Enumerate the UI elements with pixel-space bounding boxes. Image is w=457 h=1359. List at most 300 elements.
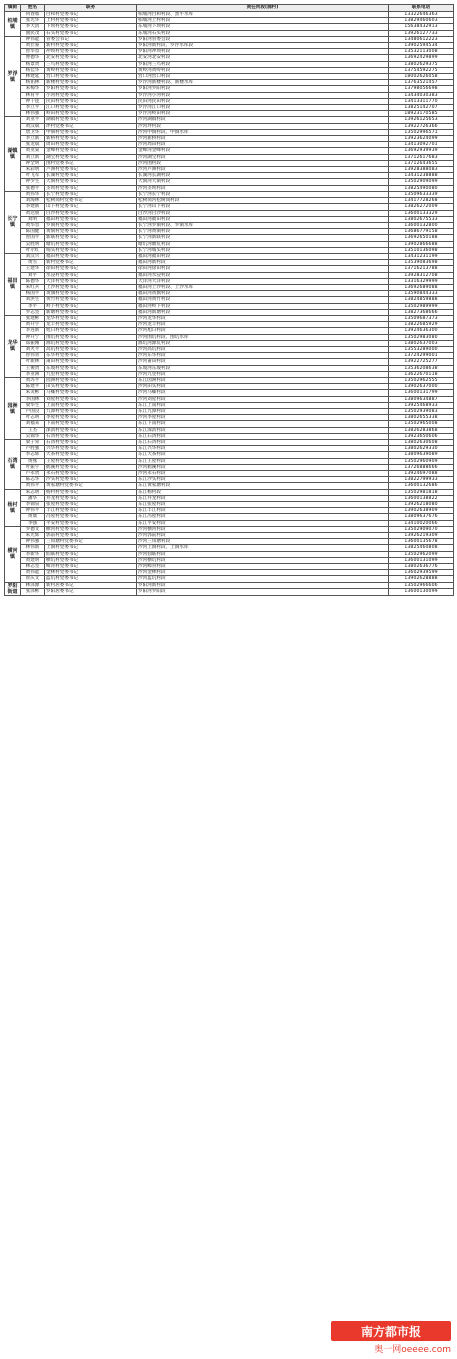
person-name-cell: 黄达朋 [21,210,45,216]
river-section-cell: 罗阳河罗阳段 [137,589,389,596]
phone-cell: 13922726366 [389,123,454,129]
river-section-cell: 沙河金林村段 [137,570,389,576]
river-section-cell: 福田河福田村段 [137,253,389,259]
site-watermark: 奥一网oeeee.com [374,1345,451,1355]
river-section-cell: 徐田河徐田村段 [137,266,389,272]
person-name-cell: 黄伟平 [21,483,45,489]
phone-cell: 13502989999 [389,303,454,309]
phone-cell: 13922725277 [389,359,454,365]
person-name-cell: 钟伟平 [21,508,45,514]
river-section-cell: 东江沙头村段 [137,477,389,483]
position-cell: 金峰村党委书记 [45,148,137,154]
phone-cell: 13502962555 [389,377,454,383]
river-section-cell: 白沙河白沙村段 [137,210,389,216]
river-section-cell: 沙河新桥村段 [137,136,389,142]
position-cell: 芦洲村党委书记 [45,167,137,173]
person-name-cell: 吴胜明 [21,241,45,247]
person-name-cell: 陈建平 [21,384,45,390]
phone-cell: 13502962099 [389,551,454,557]
river-section-cell: 沙河龙华村段 [137,315,389,321]
river-section-cell: 沙河莆田村段 [137,359,389,365]
person-name-cell: 刘火平 [21,346,45,352]
river-section-cell: 东江石湾村段 [137,433,389,439]
phone-cell: 13502939083 [389,409,454,415]
position-cell: 郭前村党委书记 [45,533,137,539]
position-cell: 东坡村党委书记 [45,365,137,371]
phone-cell: 13822799933 [389,477,454,483]
position-cell: 源坑村党委书记 [45,340,137,346]
river-section-cell: 东江黄家塘村段 [137,483,389,489]
position-cell: 张屋村党委书记 [45,502,137,508]
river-section-cell: 沙河鹤溪村段 [137,464,389,470]
position-cell: 水浸村党委书记 [45,272,137,278]
phone-cell: 13924636300 [389,328,454,334]
phone-cell: 13480612223 [389,36,454,42]
position-cell: 湖镇村党委书记 [45,117,137,123]
position-cell: 岭下村党委书记 [45,303,137,309]
phone-cell: 13825490080 [389,185,454,191]
person-name-cell: 王建华 [21,266,45,272]
person-name-cell: 曾华容 [21,49,45,55]
river-section-cell: 东坡河东坡村段 [137,365,389,371]
phone-cell: 13692689088 [389,284,454,290]
river-section-cell: 东江张屋村段 [137,502,389,508]
river-section-cell: 沙河周田村段 [137,142,389,148]
river-section-cell: 塘坑河塘坑村段 [137,241,389,247]
person-name-cell: 王杰 [21,427,45,433]
position-cell: 圣坝村党委书记 [45,185,137,191]
person-name-cell: 刘亚平 [21,117,45,123]
phone-cell: 13600132686 [389,483,454,489]
person-name-cell: 王俊贤 [21,365,45,371]
position-cell: 北安村党委书记 [45,55,137,61]
col-header-phone: 联系电话 [389,5,454,12]
phone-cell: 13826283868 [389,427,454,433]
person-name-cell: 杨景贤 [21,61,45,67]
person-name-cell: 杨佑林 [21,80,45,86]
river-section-cell: 沙河马嘶村段 [137,390,389,396]
phone-cell: 13692650188 [389,235,454,241]
person-name-cell: 卢国良 [21,409,45,415]
position-cell: 罗阳村党委书记 [45,86,137,92]
position-cell: 围坑村党委书记 [45,334,137,340]
phone-cell: 13824859888 [389,297,454,303]
phone-cell: 13802629375 [389,61,454,67]
person-name-cell: 叶尔红 [21,247,45,253]
col-header-river-section: 责任河段(涌村) [137,5,389,12]
position-cell: 围村党委书记 [45,160,137,166]
river-section-cell: 罗阳河罗阳村段 [137,86,389,92]
position-cell: 冲坝村党委书记 [45,49,137,55]
person-name-cell: 郑振刚 [21,340,45,346]
person-name-cell: 张光华 [21,18,45,24]
person-name-cell: 曲民茂 [21,30,45,36]
river-section-cell: 东江井龙村段 [137,495,389,501]
phone-cell: 13502965008 [389,421,454,427]
phone-cell: 13802636776 [389,564,454,570]
person-name-cell: 叶飞军 [21,173,45,179]
person-name-cell: 张建彬 [21,315,45,321]
river-section-cell: 罗阳河冲坝村段 [137,49,389,55]
river-section-cell: 沙河郭前村段 [137,533,389,539]
newspaper-logo: 南方都市报 [331,1321,451,1341]
phone-cell: 13822685929 [389,322,454,328]
river-section-cell: 东江深沥村段 [137,427,389,433]
phone-cell: 13829460603 [389,18,454,24]
person-name-cell: 李国林 [21,396,45,402]
phone-cell: 13590844333 [389,291,454,297]
person-name-cell: 吴锦华 [21,433,45,439]
person-name-cell: 杨国平 [21,291,45,297]
phone-cell: 13809637676 [389,514,454,520]
phone-cell: 13923624099 [389,136,454,142]
river-section-cell: 民田河民田村段 [137,98,389,104]
phone-cell: 13410020066 [389,520,454,526]
position-cell: 塘坑村党委书记 [45,241,137,247]
phone-cell: 13712617683 [389,154,454,160]
person-name-cell: 黄建明 [21,557,45,563]
phone-cell: 13434030383 [389,92,454,98]
phone-cell: 18002626058 [389,74,454,80]
phone-cell: 13502983080 [389,334,454,340]
phone-cell: 13602939599 [389,570,454,576]
position-cell: 民田村党委书记 [45,98,137,104]
person-name-cell: 黄仕豪 [21,43,45,49]
phone-cell: 18923170585 [389,111,454,117]
person-name-cell: 张泽彬 [21,589,45,596]
position-cell: 石湾村党委书记 [45,433,137,439]
person-name-cell: 朱彩明 [21,167,45,173]
river-section-cell: 东江冯屋村段 [137,514,389,520]
col-header-town: 镇街 [5,5,21,12]
phone-cell: 13924697088 [389,471,454,477]
position-cell: 黄岭村党委书记 [45,67,137,73]
phone-cell: 13902637000 [389,384,454,390]
position-cell: 大洞村党委书记 [45,179,137,185]
river-section-cell: 沙河仙联村段 [137,551,389,557]
phone-cell: 13802629330 [389,446,454,452]
river-section-cell: 长宁河长宁村段 [137,191,389,197]
town-cell: 杨村镇 [5,489,21,526]
person-name-cell: 陈国健 [21,229,45,235]
position-cell: 李屋村党委书记 [45,415,137,421]
phone-cell: 13826272009 [389,204,454,210]
person-name-cell: 朱志明 [21,489,45,495]
river-section-cell: 沙河湖镇村段 [137,117,389,123]
position-cell: 石头村党委书记 [45,30,137,36]
person-name-cell: 黄亚棠 [21,148,45,154]
phone-cell: 13600132800 [389,222,454,228]
person-name-cell: 黄康 [21,514,45,520]
position-cell: 高坑村党委书记 [45,346,137,352]
town-cell: 横河镇 [5,526,21,582]
person-name-cell: 刘洪生 [21,297,45,303]
river-section-cell: 长湖河长湖村段 [137,173,389,179]
phone-cell: 13809639089 [389,452,454,458]
person-name-cell: 钟少生 [21,179,45,185]
person-name-cell: 李亚洲 [21,371,45,377]
position-cell: 下坝村党委书记 [45,24,137,30]
phone-cell: 13902594534 [389,43,454,49]
phone-cell: 13925468933 [389,402,454,408]
river-section-cell: 福田河岭下村段 [137,303,389,309]
person-name-cell: 何春加 [21,12,45,18]
phone-cell: 13600138822 [389,495,454,501]
person-name-cell: 林伟强 [21,111,45,117]
phone-cell: 13539083698 [389,260,454,266]
position-cell: 龙华村党委书记 [45,315,137,321]
position-cell: 园洲村党委书记 [45,377,137,383]
position-cell: 平安村党委书记 [45,520,137,526]
river-section-cell: 长宁河埔头村段 [137,247,389,253]
position-cell: 杨村村党委书记 [45,489,137,495]
person-name-cell: 刘福来 [21,421,45,427]
river-section-cell: 东江平安村段 [137,520,389,526]
position-cell: 蓝坑村党委书记 [45,576,137,582]
river-section-cell: 沙河高坑村段 [137,346,389,352]
phone-cell: 13509687373 [389,315,454,321]
river-section-cell: 长宁河罗洞村段、罗洞水库 [137,222,389,228]
river-section-cell: 东江石湾村段 [137,440,389,446]
position-cell: 上南村党委书记 [45,402,137,408]
phone-cell: 13763521457 [389,80,454,86]
river-section-cell: 沙河龙丰村段 [137,322,389,328]
phone-cell: 13802655338 [389,415,454,421]
town-cell: 罗阳街道 [5,582,21,595]
phone-cell: 13413311770 [389,98,454,104]
person-name-cell: 李锦泉 [21,502,45,508]
phone-cell: 13802630608 [389,440,454,446]
position-cell: 冯屋村党委书记 [45,514,137,520]
position-cell: 仙联村党委书记 [45,551,137,557]
river-section-cell: 罗阳河三鸟村段 [137,61,389,67]
river-section-cell: 东江九潭村段 [137,409,389,415]
person-name-cell: 唐卫华 [21,129,45,135]
phone-cell: 13825142707 [389,105,454,111]
col-header-name: 姓名 [21,5,45,12]
river-section-cell: 沙河芦洲村段 [137,167,389,173]
town-cell: 石湾镇 [5,440,21,490]
river-section-cell: 沙河横坑村段 [137,557,389,563]
person-name-cell: 钟伟能 [21,36,45,42]
river-section-cell: 源坑河源坑村段 [137,340,389,346]
header-row [5,5,454,12]
position-cell: 刘屋村党委书记 [45,396,137,402]
river-section-cell: 营口河营口村段 [137,74,389,80]
river-section-cell: 福田河水浸村段 [137,272,389,278]
person-name-cell: 钟开宁 [21,334,45,340]
person-name-cell: 黄雪 [21,260,45,266]
river-section-cell: 沙河旭日村段 [137,328,389,334]
river-section-cell: 黄岭河黄岭村段 [137,67,389,73]
position-cell: 大洋村党委书记 [45,278,137,284]
person-name-cell: 曹德华 [21,55,45,61]
position-cell: 大茶村党委书记 [45,452,137,458]
river-section-cell: 东埔河下坝村段 [137,24,389,30]
person-name-cell: 刘立新 [21,154,45,160]
phone-cell: 13600135678 [389,539,454,545]
position-cell: 白沙村党委书记 [45,210,137,216]
table-body [5,12,454,596]
position-cell: 黄旗村党委书记 [45,291,137,297]
river-section-cell: 福田河福田村段 [137,216,389,222]
person-name-cell: 李连新 [21,328,45,334]
river-section-cell: 东江兴华村段 [137,446,389,452]
position-cell: 新村党委书记 [45,260,137,266]
phone-cell: 13802637003 [389,340,454,346]
phone-cell: 13923650606 [389,433,454,439]
position-cell: 长湖村党委书记 [45,173,137,179]
river-section-cell: 金峰河金峰村段 [137,148,389,154]
person-name-cell: 黄伟华 [21,191,45,197]
phone-cell: 13754592275 [389,67,454,73]
river-section-cell: 沙河李屋村段 [137,415,389,421]
position-cell: 沙头村党委书记 [45,477,137,483]
position-cell: 石湾村党委书记 [45,440,137,446]
position-cell: 新联村党委书记 [45,235,137,241]
person-name-cell: 陈德华 [21,278,45,284]
river-section-cell: 东江园洲村段 [137,377,389,383]
person-name-cell: 李强 [21,520,45,526]
person-name-cell: 李平 [21,303,45,309]
person-name-cell: 叶振宇 [21,464,45,470]
person-name-cell: 李建新 [21,204,45,210]
person-name-cell: 曾庆文 [21,576,45,582]
river-section-cell: 罗阳河新村段 [137,582,389,589]
town-cell: 园洲镇 [5,377,21,439]
river-section-cell: 松树岗河松树岗村段 [137,198,389,204]
position-cell: 九里村党委书记 [45,371,137,377]
phone-cell: 13926219309 [389,533,454,539]
person-name-cell: 朱炎彬 [21,390,45,396]
position-cell: 松树岗村党委书记 [45,198,137,204]
town-cell: 罗浮镇 [5,36,21,117]
person-name-cell: 黄华容 [21,222,45,228]
river-section-cell: 福田河上沙村段、上沙水库 [137,284,389,290]
phone-cell: 13431238888 [389,173,454,179]
phone-cell: 13532113008 [389,49,454,55]
river-section-cell: 沙河九里村段 [137,371,389,377]
position-cell: 营口村党委书记 [45,74,137,80]
table-row [5,589,454,596]
person-name-cell: 梁子荣 [21,440,45,446]
river-section-cell: 沙河坪村段 [137,123,389,129]
phone-cell: 13802675533 [389,216,454,222]
position-cell: 埔头村党委书记 [45,247,137,253]
person-name-cell: 刘平 [21,272,45,278]
person-name-cell: 李志辉 [21,452,45,458]
phone-cell: 13600130099 [389,589,454,596]
person-name-cell: 梁华生 [21,402,45,408]
position-cell: 鹤溪村党委书记 [45,464,137,470]
person-name-cell: 刘汉兴 [21,253,45,259]
position-cell: 九潭村党委书记 [45,409,137,415]
phone-cell: 13600131099 [389,557,454,563]
person-name-cell: 林育平 [21,92,45,98]
position-cell: 黄家塘村党委书记 [45,483,137,489]
position-cell: 横坑村党委书记 [45,557,137,563]
phone-cell: 13322646363 [389,12,454,18]
position-cell: 新村村党委书记 [45,43,137,49]
person-name-cell: 卢永贤 [21,471,45,477]
position-cell: 下南村党委书记 [45,421,137,427]
position-cell: 岭田村党委书记 [45,111,137,117]
river-section-cell: 沙河田头村段 [137,384,389,390]
person-name-cell: 罗德文 [21,526,45,532]
person-name-cell: 黄苏平 [21,377,45,383]
person-name-cell: 曾伟青 [21,353,45,359]
position-cell: 管委会书记 [45,36,137,42]
river-section-cell: 沙河永石村段 [137,471,389,477]
person-name-cell: 曾国平 [21,235,45,241]
position-cell: 新楼村党委书记 [45,80,137,86]
person-name-cell: 李新华 [21,551,45,557]
person-name-cell: 潘华 [21,495,45,501]
person-name-cell: 林志坚 [21,564,45,570]
position-cell: 罗洞村党委书记 [45,222,137,228]
phone-cell: 13502981818 [389,489,454,495]
river-section-cell: 沙河三角塘村段 [137,539,389,545]
phone-cell: 13928312708 [389,272,454,278]
phone-cell: 13716213788 [389,266,454,272]
river-section-cell: 东江上南村段 [137,402,389,408]
phone-cell: 13510136098 [389,247,454,253]
river-section-cell: 东江丰江村段 [137,508,389,514]
position-cell: 黄洞村党委书记 [45,229,137,235]
phone-cell: 13502909099 [389,179,454,185]
phone-cell: 13825460808 [389,545,454,551]
phone-cell: 13926127733 [389,30,454,36]
phone-cell: 13502966606 [389,582,454,589]
person-name-cell: 卢胜强 [21,446,45,452]
person-name-cell: 林泽源 [21,582,45,589]
phone-cell: 13798056698 [389,86,454,92]
phone-cell: 13431231199 [389,253,454,259]
river-section-cell: 福田河黄旗村段 [137,291,389,297]
person-name-cell: 李大清 [21,24,45,30]
river-section-cell: 沙河嶂背村段 [137,564,389,570]
position-cell: 白和村党委书记 [45,12,137,18]
river-section-cell: 东江杨村段 [137,489,389,495]
phone-cell: 13600131799 [389,390,454,396]
phone-cell: 13686779158 [389,229,454,235]
phone-cell: 13600133329 [389,210,454,216]
person-name-cell: 黄伟能 [21,570,45,576]
position-cell: 金林村党委书记 [45,570,137,576]
town-cell: 龙华镇 [5,315,21,377]
position-cell: 深沥村党委书记 [45,427,137,433]
river-section-cell: 长宁河黄洞村段 [137,229,389,235]
person-name-cell: 罗志坚 [21,309,45,315]
river-section-cell: 罗阳河管委会段 [137,36,389,42]
position-cell: 中洞村党委书记 [45,129,137,135]
position-cell: 江口村党委书记 [45,105,137,111]
river-section-cell: 沙河蓝坑村段 [137,576,389,582]
river-section-cell: 长宁河新联村段 [137,235,389,241]
phone-cell: 13928388083 [389,167,454,173]
river-section-cell: 罗浮河新楼村段、新楼水库 [137,80,389,86]
river-section-cell: 沙河上洞村段、上洞水库 [137,545,389,551]
person-name-cell: 朱光辉 [21,533,45,539]
position-cell: 新村居委书记 [45,582,137,589]
phone-cell: 13902866688 [389,241,454,247]
position-cell: 嶂背村党委书记 [45,564,137,570]
phone-cell: 13509633339 [389,191,454,197]
position-cell: 井龙村党委书记 [45,495,137,501]
phone-cell: 13413092701 [389,142,454,148]
phone-cell: 13692429899 [389,55,454,61]
phone-cell: 13536208638 [389,365,454,371]
